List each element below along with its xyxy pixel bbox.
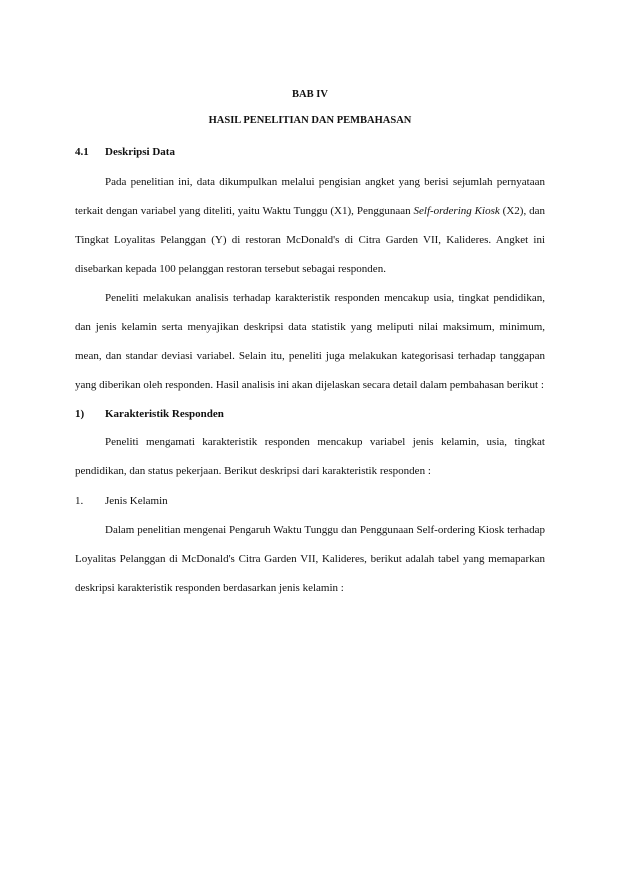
subsection-heading: [75, 404, 545, 424]
chapter-title: HASIL PENELITIAN DAN PEMBAHASAN: [208, 115, 412, 126]
section-heading-4-1: [75, 145, 545, 159]
paragraph-gender: Dalam penelitian mengenai Pengaruh Waktu Tunggu dan Penggunaan Self-ordering Kiosk terhadap Loyalitas Pelanggan di McDonald's Citra Garden VII, Kalideres, berikut adalah tabel yang memaparkan deskripsi karakteristik responden berdasarkan jenis kelamin :: [75, 524, 545, 594]
italic-term: Self-ordering Kiosk: [413, 205, 500, 217]
paragraph-text: (X2), dan Tingkat Loyalitas Pelanggan (Y) di restoran McDonald's di Citra Garden VII, Kalideres. Angket ini disebarkan kepada 100 pelanggan restoran tersebut sebagai responden.: [75, 205, 545, 275]
section-number: 4.1: [75, 146, 89, 158]
list-item: [75, 490, 545, 512]
list-item-title: Jenis Kelamin: [105, 495, 168, 507]
paragraph-respondent-characteristics: Peneliti mengamati karakteristik responden mencakup variabel jenis kelamin, usia, tingkat pendidikan, dan status pekerjaan. Berikut deskripsi dari karakteristik responden :: [75, 436, 545, 477]
subsection-title: Karakteristik Responden: [105, 408, 224, 420]
paragraph-data-collection: [75, 168, 545, 284]
paragraph-text: Pada penelitian ini, data dikumpulkan melalui pengisian angket yang berisi sejumlah pernyataan terkait dengan variabel yang diteliti, yaitu Waktu Tunggu (X1), Penggunaan: [75, 176, 545, 217]
subsection-number: 1): [75, 408, 85, 420]
list-item-number: 1.: [75, 495, 84, 507]
chapter-number: BAB IV: [292, 89, 328, 100]
section-title: Deskripsi Data: [105, 146, 175, 158]
paragraph-analysis: Peneliti melakukan analisis terhadap karakteristik responden mencakup usia, tingkat pendidikan, dan jenis kelamin serta menyajikan deskripsi data statistik yang meliputi nilai maksimum, minimum, mean, dan standar deviasi variabel. Selain itu, peneliti juga melakukan kategorisasi terhadap tanggapan yang diberikan oleh responden. Hasil analisis ini akan dijelaskan secara detail dalam pembahasan berikut :: [75, 292, 545, 391]
